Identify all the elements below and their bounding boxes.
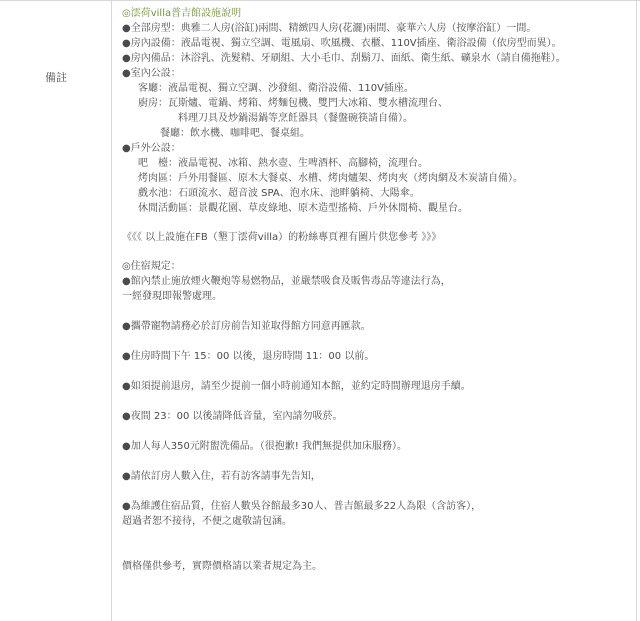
rules-title: ◎住宿規定： (122, 261, 181, 272)
rule-item: ●為維護住宿品質，住宿人數吳谷館最多30人、普吉館最多22人為限（含訪客）， (122, 501, 482, 512)
rule-item: ●如須提前退房，請至少提前一個小時前通知本館，並約定時間辦理退房手續。 (122, 381, 471, 392)
facility-title: ◎澐荷villa普吉館設施說明 (122, 8, 242, 19)
indoor-kitchen-cont: 料理刀具及炒鍋湯鍋等烹飪器具（餐盤碗筷請自備）。 (178, 113, 413, 124)
rule-item-cont: 超過者恕不接待，不便之處敬請包涵。 (122, 516, 292, 527)
room-amenities: ●房內備品：沐浴乳、洗髮精、牙刷組、大小毛巾、刮鬍刀、面紙、衛生紙、礦泉水（請自備拖鞋）。 (122, 53, 566, 64)
indoor-dining: 餐廳：飲水機、咖啡吧、餐桌組。 (160, 128, 310, 139)
label-cell (0, 1, 112, 621)
rule-item: ●住房時間下午 15：00 以後，退房時間 11：00 以前。 (122, 351, 375, 362)
price-note: 價格僅供參考，實際價格請以業者規定為主。 (122, 561, 322, 572)
indoor-heading: ●室內公設： (122, 68, 181, 79)
rule-item: ●夜間 23：00 以後請降低音量，室內請勿吸菸。 (122, 411, 343, 422)
indoor-kitchen: 廚房：瓦斯爐、電鍋、烤箱、烤麵包機、雙門大冰箱、雙水槽流理台、 (138, 98, 448, 109)
rule-item: ●攜帶寵物請務必於訂房前告知並取得館方同意再匯款。 (122, 321, 371, 332)
rule-item: ●館內禁止施放煙火鞭炮等易燃物品，並嚴禁吸食及販售毒品等違法行為， (122, 276, 451, 287)
rule-item-cont: 一經發現即報警處理。 (122, 291, 222, 302)
outdoor-pool: 戲水池：石頭流水、超音波 SPA、泡水床、池畔躺椅、大陽傘。 (138, 188, 420, 199)
remarks-label: 備註 (45, 71, 67, 84)
outdoor-bbq: 烤肉區：戶外用餐區、原木大餐桌、水槽、烤肉爐架、烤肉夾（烤肉網及木炭請自備）。 (138, 173, 523, 184)
room-types: ●全部房型：典雅二人房(浴缸)兩間、精緻四人房(花灑)兩間、豪華六人房（按摩浴缸）一間。 (122, 23, 537, 34)
indoor-living: 客廳：液晶電視、獨立空調、沙發組、衛浴設備、110V插座。 (138, 83, 414, 94)
right-border (636, 1, 637, 621)
rule-item: ●加人每人350元附盥洗備品。（很抱歉! 我們無提供加床服務）。 (122, 441, 407, 452)
outdoor-leisure: 休閒活動區：景觀花園、草皮綠地、原木造型搖椅、戶外休閒椅、觀星台。 (138, 203, 468, 214)
rule-item: ●請依訂房人數入住，若有訪客請事先告知， (122, 471, 321, 482)
fb-note: 《《《 以上設施在FB（墾丁澐荷villa）的粉絲專頁裡有圖片供您參考 》》》 (122, 232, 442, 243)
remarks-content (122, 6, 632, 574)
room-equipment: ●房內設備：液晶電視、獨立空調、電風扇、吹風機、衣櫃、110V插座、衛浴設備（依房型而異）。 (122, 38, 562, 49)
outdoor-heading: ●戶外公設： (122, 143, 181, 154)
outdoor-bar: 吧 檯：液晶電視、冰箱、熱水壺、生啤酒杯、高腳椅，流理台。 (138, 158, 428, 169)
